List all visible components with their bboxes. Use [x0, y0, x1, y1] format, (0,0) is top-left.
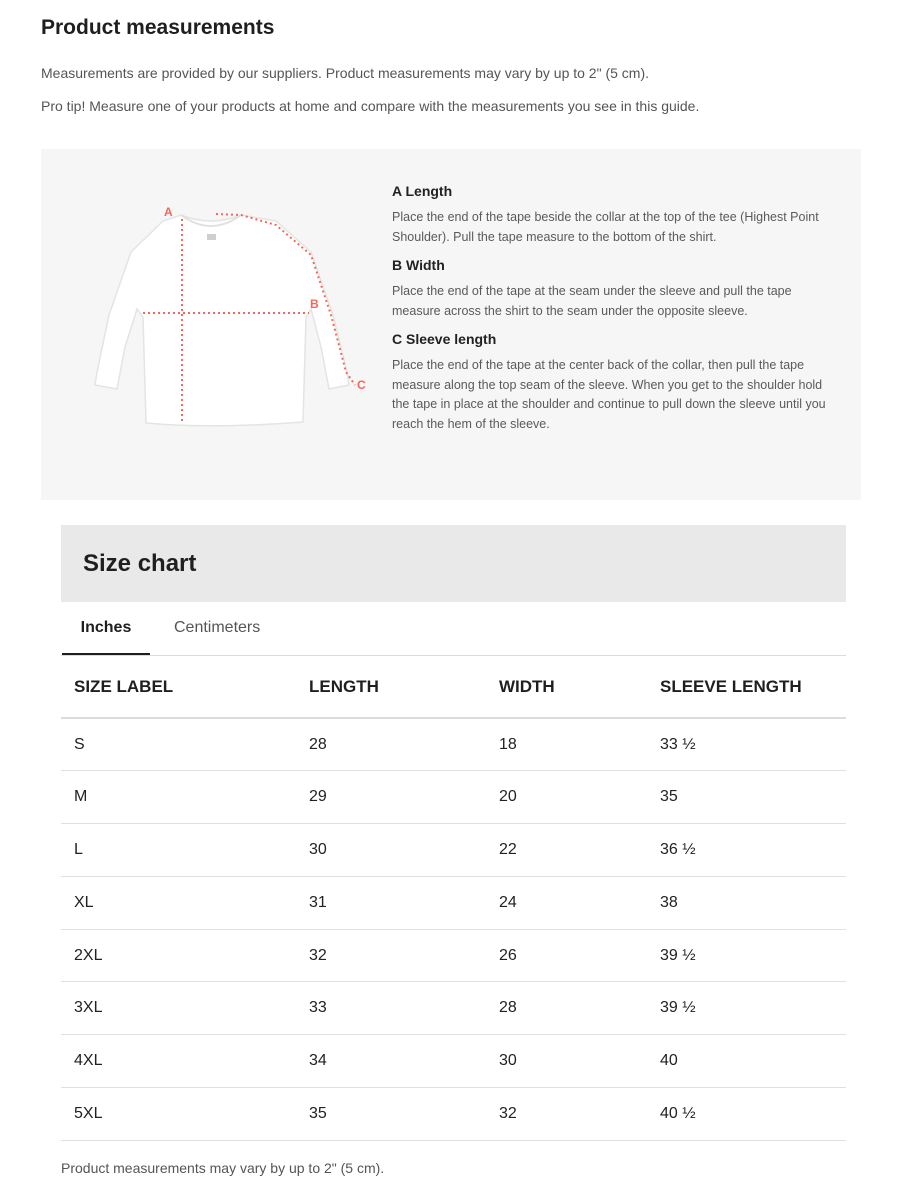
size-chart-title: Size chart	[83, 549, 197, 577]
unit-tabs	[61, 602, 846, 656]
shirt-tag	[207, 234, 216, 240]
sleeve-length-cell: 40 ½	[660, 1088, 846, 1141]
page-title: Product measurements	[41, 16, 275, 39]
size-label-cell: 5XL	[61, 1088, 309, 1141]
width-cell: 26	[499, 929, 660, 982]
long-sleeve-shirt-diagram	[71, 197, 371, 437]
table-row	[61, 876, 846, 929]
column-header-size-label: SIZE LABEL	[61, 656, 309, 718]
length-cell: 31	[309, 876, 499, 929]
sleeve-length-title: C Sleeve length	[392, 331, 497, 347]
table-row	[61, 718, 846, 771]
sleeve-length-cell: 35	[660, 771, 846, 824]
size-label-cell: M	[61, 771, 309, 824]
size-label-cell: XL	[61, 876, 309, 929]
shirt-outline	[95, 215, 349, 426]
length-cell: 35	[309, 1088, 499, 1141]
length-cell: 29	[309, 771, 499, 824]
label-b: B	[310, 297, 319, 311]
sleeve-length-cell: 40	[660, 1035, 846, 1088]
intro-text: Measurements are provided by our suppliers. Product measurements may vary by up to 2" (5 cm).	[41, 65, 650, 81]
length-cell: 30	[309, 824, 499, 877]
length-cell: 28	[309, 718, 499, 771]
sleeve-length-cell: 36 ½	[660, 824, 846, 877]
table-row	[61, 1088, 846, 1141]
size-chart-header	[61, 525, 846, 602]
table-row	[61, 1035, 846, 1088]
sleeve-length-cell: 39 ½	[660, 929, 846, 982]
width-cell: 20	[499, 771, 660, 824]
column-header-length: LENGTH	[309, 656, 499, 718]
size-label-cell: 4XL	[61, 1035, 309, 1088]
label-c: C	[357, 378, 366, 392]
width-cell: 30	[499, 1035, 660, 1088]
column-header-width: WIDTH	[499, 656, 660, 718]
size-label-cell: L	[61, 824, 309, 877]
length-description: Place the end of the tape beside the collar at the top of the tee (Highest Point Shoulder). Pull the tape measure to the bottom of the shirt.	[392, 210, 819, 244]
table-row	[61, 771, 846, 824]
sleeve-length-cell: 39 ½	[660, 982, 846, 1035]
table-row	[61, 982, 846, 1035]
size-chart-card	[61, 525, 846, 1141]
length-cell: 32	[309, 929, 499, 982]
table-row	[61, 929, 846, 982]
width-cell: 18	[499, 718, 660, 771]
sleeve-length-cell: 38	[660, 876, 846, 929]
tab-centimeters[interactable]: Centimeters	[174, 619, 261, 636]
width-description: Place the end of the tape at the seam under the sleeve and pull the tape measure across the shirt to the seam under the opposite sleeve.	[392, 284, 792, 318]
measurement-instructions	[392, 183, 842, 444]
size-label-cell: 2XL	[61, 929, 309, 982]
column-header-sleeve-length: SLEEVE LENGTH	[660, 656, 846, 718]
size-label-cell: S	[61, 718, 309, 771]
sleeve-length-description: Place the end of the tape at the center back of the collar, then pull the tape measure along the top seam of the sleeve. When you get to the shoulder hold the tape in place at the shoulder and continue to pull down the sleeve until you reach the hem of the sleeve.	[392, 358, 826, 431]
tab-inches[interactable]: Inches	[62, 602, 150, 655]
size-label-cell: 3XL	[61, 982, 309, 1035]
width-cell: 28	[499, 982, 660, 1035]
width-cell: 24	[499, 876, 660, 929]
size-table	[61, 656, 846, 1141]
table-header-row	[61, 656, 846, 718]
width-title: B Width	[392, 257, 445, 273]
width-cell: 22	[499, 824, 660, 877]
sleeve-length-cell: 33 ½	[660, 718, 846, 771]
size-chart-footnote: Product measurements may vary by up to 2" (5 cm).	[61, 1160, 385, 1176]
length-cell: 33	[309, 982, 499, 1035]
length-cell: 34	[309, 1035, 499, 1088]
pro-tip-text: Pro tip! Measure one of your products at home and compare with the measurements you see in this guide.	[41, 98, 700, 114]
table-row	[61, 824, 846, 877]
label-a: A	[164, 205, 173, 219]
length-title: A Length	[392, 183, 453, 199]
width-cell: 32	[499, 1088, 660, 1141]
measurement-guide	[41, 149, 861, 500]
